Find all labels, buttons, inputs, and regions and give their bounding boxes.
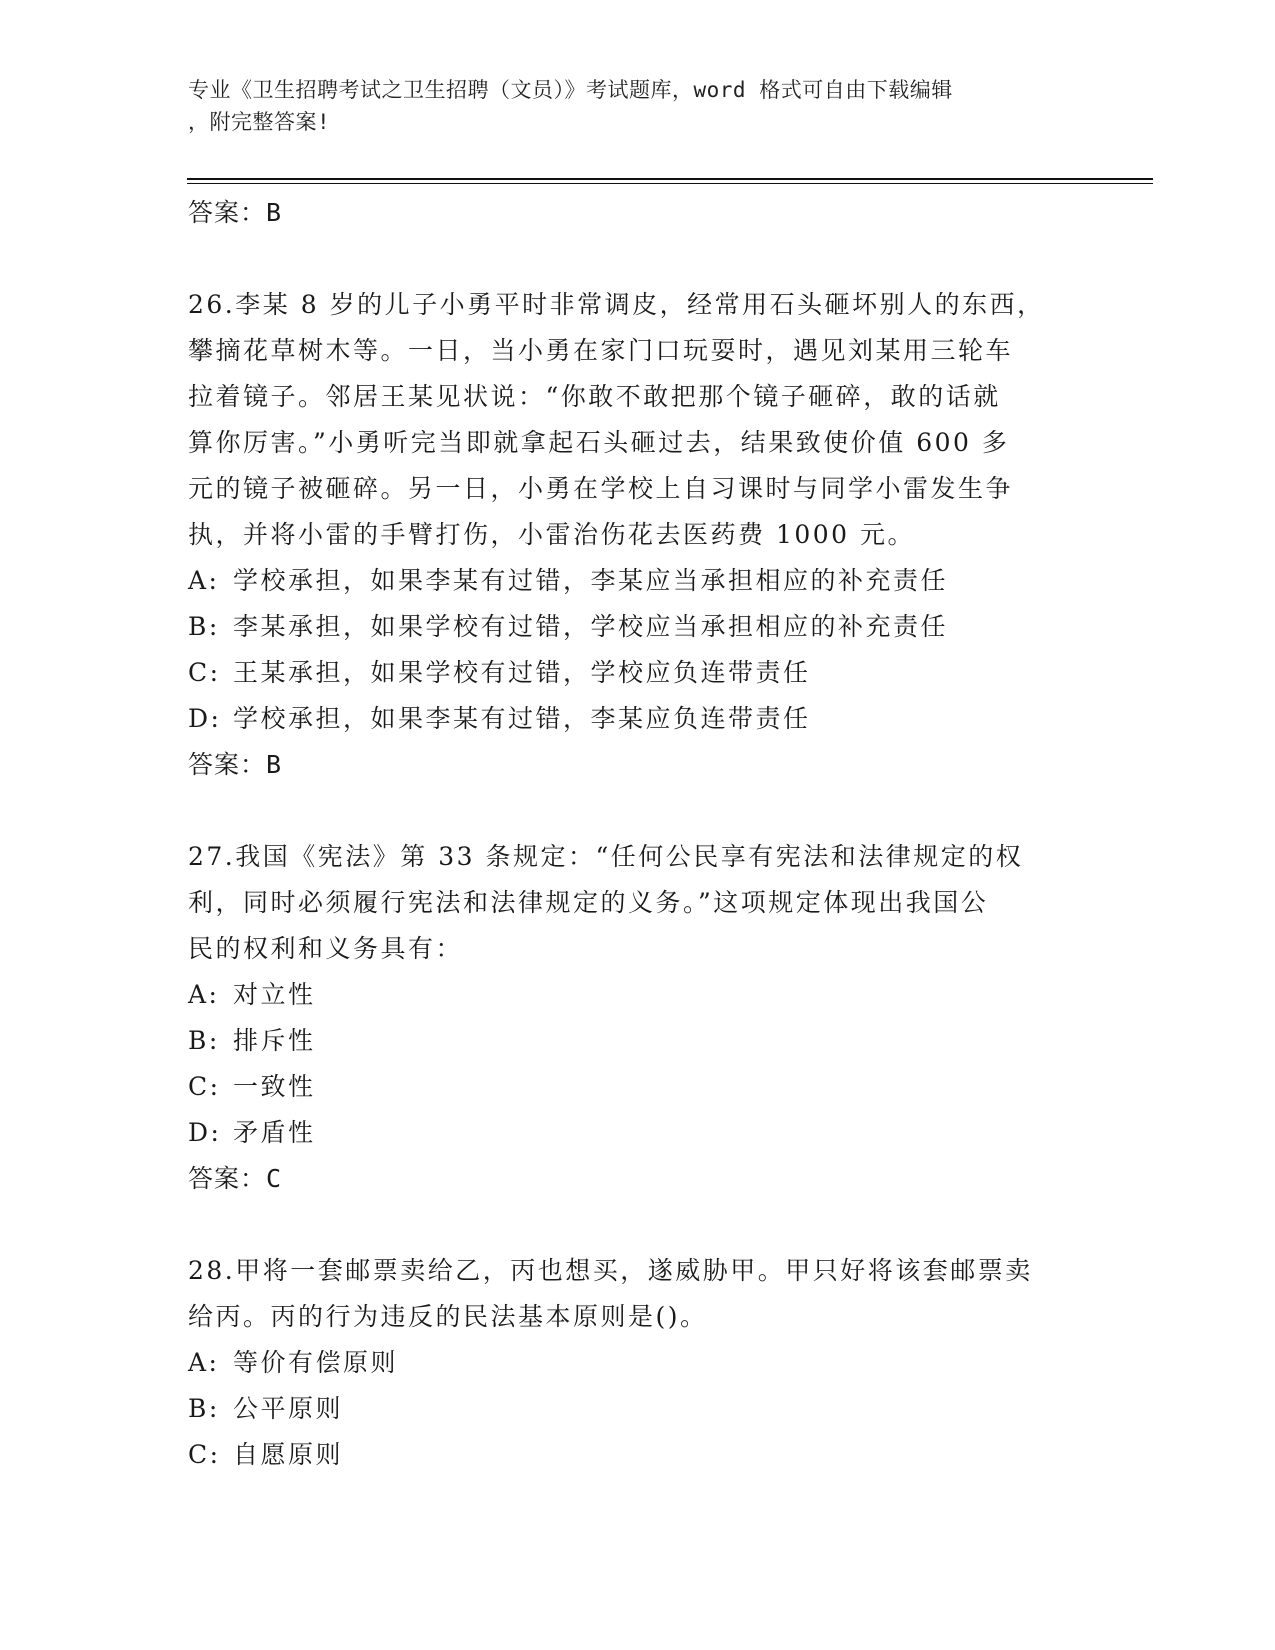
question-text-line: 26.李某 8 岁的儿子小勇平时非常调皮，经常用石头砸坏别人的东西， xyxy=(188,290,1045,319)
option-letter: B: xyxy=(188,1394,220,1423)
option-letter: B: xyxy=(188,612,220,641)
option-c xyxy=(188,1064,1088,1110)
option-text: 学校承担，如果李某有过错，李某应当承担相应的补充责任 xyxy=(233,566,949,595)
option-text: 排斥性 xyxy=(233,1026,316,1055)
question-text-line: 元的镜子被砸碎。另一日，小勇在学校上自习课时与同学小雷发生争 xyxy=(188,474,1014,503)
question-list xyxy=(188,190,1088,1478)
option-letter: D: xyxy=(188,704,222,733)
question-number: 27. xyxy=(188,842,236,871)
question-text-line: 给丙。丙的行为违反的民法基本原则是()。 xyxy=(188,1302,708,1331)
answer-value: B xyxy=(266,198,283,227)
question-27 xyxy=(188,834,1088,972)
option-letter: B: xyxy=(188,1026,220,1055)
option-letter: A: xyxy=(188,980,220,1009)
option-text: 李某承担，如果学校有过错，学校应当承担相应的补充责任 xyxy=(233,612,949,641)
option-text: 对立性 xyxy=(233,980,316,1009)
question-text-line: 攀摘花草树木等。一日，当小勇在家门口玩耍时，遇见刘某用三轮车 xyxy=(188,336,1014,365)
option-d xyxy=(188,696,1088,742)
question-text-line: 28.甲将一套邮票卖给乙，丙也想买，遂威胁甲。甲只好将该套邮票卖 xyxy=(188,1256,1033,1285)
header-title-line-2: ，附完整答案! xyxy=(188,110,331,134)
option-a xyxy=(188,1340,1088,1386)
option-text: 等价有偿原则 xyxy=(233,1348,399,1377)
question-number: 28. xyxy=(188,1256,236,1285)
option-b xyxy=(188,604,1088,650)
answer-line xyxy=(188,190,1088,236)
question-text-line: 民的权利和义务具有： xyxy=(188,934,464,963)
answer-label: 答案： xyxy=(188,750,267,779)
header-title-line-1: 专业《卫生招聘考试之卫生招聘（文员）》考试题库，word 格式可自由下载编辑 xyxy=(188,78,953,102)
option-c xyxy=(188,650,1088,696)
option-letter: C: xyxy=(188,1072,221,1101)
option-letter: C: xyxy=(188,658,221,687)
option-b xyxy=(188,1386,1088,1432)
spacer xyxy=(188,1202,1088,1248)
option-c xyxy=(188,1432,1088,1478)
question-text-line: 拉着镜子。邻居王某见状说：“你敢不敢把那个镜子砸碎，敢的话就 xyxy=(188,382,1001,411)
header-divider-thin xyxy=(187,183,1153,184)
answer-label: 答案： xyxy=(188,1164,267,1193)
answer-label: 答案： xyxy=(188,198,267,227)
answer-value: C xyxy=(266,1164,283,1193)
option-b xyxy=(188,1018,1088,1064)
option-letter: A: xyxy=(188,1348,220,1377)
option-text: 学校承担，如果李某有过错，李某应负连带责任 xyxy=(233,704,811,733)
document-header xyxy=(188,74,1088,138)
question-text-line: 27.我国《宪法》第 33 条规定：“任何公民享有宪法和法律规定的权 xyxy=(188,842,1024,871)
option-letter: D: xyxy=(188,1118,222,1147)
option-text: 一致性 xyxy=(233,1072,316,1101)
answer-line xyxy=(188,742,1088,788)
spacer xyxy=(188,236,1088,282)
question-text-line: 算你厉害。”小勇听完当即就拿起石头砸过去，结果致使价值 600 多 xyxy=(188,428,1010,457)
option-text: 公平原则 xyxy=(233,1394,344,1423)
question-26 xyxy=(188,282,1088,558)
option-text: 王某承担，如果学校有过错，学校应负连带责任 xyxy=(233,658,811,687)
option-d xyxy=(188,1110,1088,1156)
header-divider xyxy=(187,178,1153,180)
option-letter: C: xyxy=(188,1440,221,1469)
spacer xyxy=(188,788,1088,834)
option-a xyxy=(188,972,1088,1018)
option-text: 自愿原则 xyxy=(233,1440,344,1469)
question-text-line: 利，同时必须履行宪法和法律规定的义务。”这项规定体现出我国公 xyxy=(188,888,989,917)
option-letter: A: xyxy=(188,566,220,595)
question-text-line: 执，并将小雷的手臂打伤，小雷治伤花去医药费 1000 元。 xyxy=(188,520,916,549)
answer-line xyxy=(188,1156,1088,1202)
answer-value: B xyxy=(266,750,283,779)
question-28 xyxy=(188,1248,1088,1340)
option-a xyxy=(188,558,1088,604)
question-number: 26. xyxy=(188,290,236,319)
option-text: 矛盾性 xyxy=(233,1118,316,1147)
